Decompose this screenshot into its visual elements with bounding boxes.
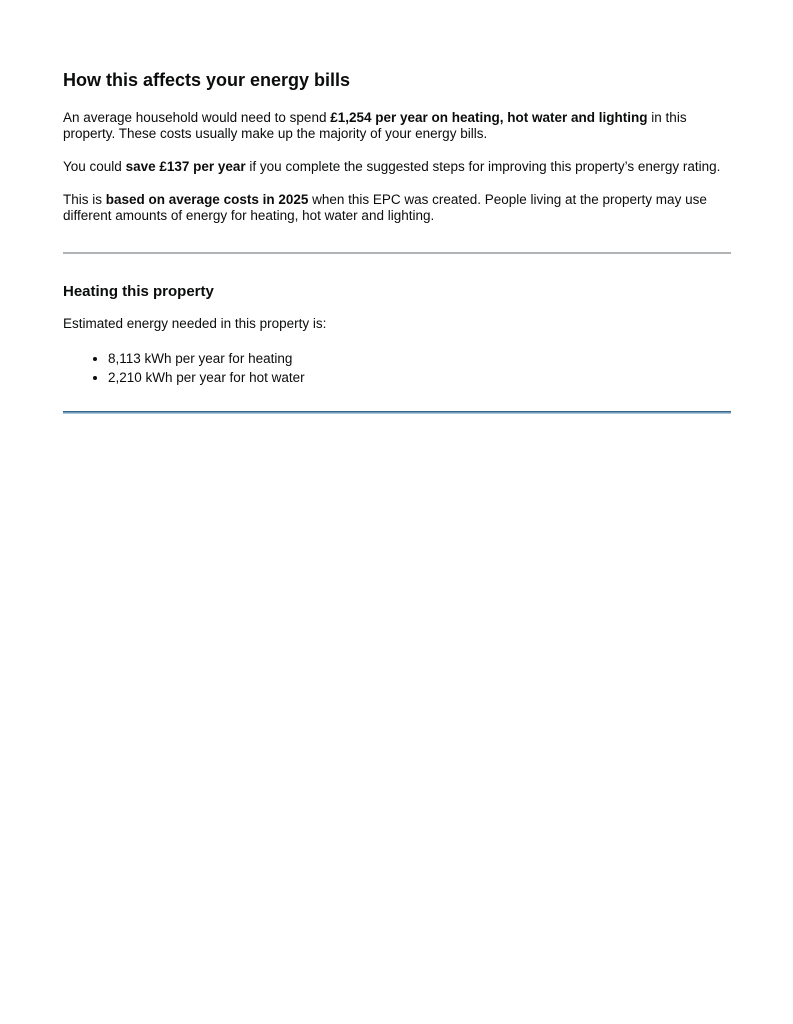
list-item-heating: • 8,113 kWh per year for heating xyxy=(108,349,731,368)
heating-section-heading: Heating this property xyxy=(63,283,214,300)
average-costs-text-after: when this EPC was created. People living at the property may use different amounts of energy for heating, hot water and lighting. xyxy=(63,192,707,223)
epc-document-page xyxy=(0,0,793,414)
average-costs-paragraph xyxy=(63,192,731,224)
section-divider-gray xyxy=(63,252,731,254)
list-item-hot-water: • 2,210 kWh per year for hot water xyxy=(108,368,731,387)
savings-amount: save £137 per year xyxy=(125,159,246,174)
energy-bills-section-heading: How this affects your energy bills xyxy=(63,70,351,90)
estimated-energy-list xyxy=(63,349,731,387)
average-spend-text-after: in this property. These costs usually make up the majority of your energy bills. xyxy=(63,110,687,141)
average-spend-paragraph xyxy=(63,110,731,142)
savings-text-before: You could xyxy=(63,159,126,174)
average-spend-text-before: An average household would need to spend xyxy=(63,110,331,125)
average-costs-bold: based on average costs in 2025 xyxy=(105,192,309,207)
average-spend-amount: £1,254 per year on heating, hot water and lighting xyxy=(330,110,648,125)
savings-paragraph xyxy=(63,159,731,175)
estimated-energy-intro: Estimated energy needed in this property is: xyxy=(63,316,327,331)
section-divider-blue xyxy=(63,411,731,414)
average-costs-text-before: This is xyxy=(63,192,106,207)
savings-text-after: if you complete the suggested steps for improving this property’s energy rating. xyxy=(245,159,721,174)
